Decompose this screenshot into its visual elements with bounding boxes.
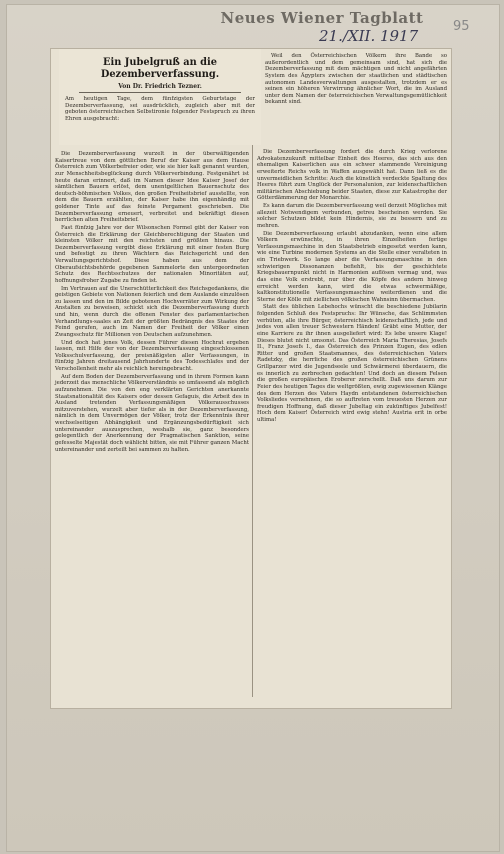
paragraph: Die Dezemberverfassung fordert die durch Krieg verlorene Advokatenzukunft mittelbar Einheit des Heeres, das sich aus den ehemaligen Kaiserlichen aus ein schwer stammende Vereinigung erweiterte Reichs volk in Waffen ausgewählt hat. Dann ließ es die unvermeidlichen Schritte: Auch die künstlich verdeckte Spaltung des Heeres führt zum Unglück der Personalunion, zur leidenschaftlichen militärischen Abschiebung beider Staaten, diese zur Katastrophe der Götterdämmerung der Monarchie. — [257, 149, 447, 202]
article-title: Ein Jubelgruß an die Dezemberverfassung. — [100, 57, 220, 80]
article-author: Von Dr. Friedrich Tezner. — [118, 83, 202, 90]
paragraph: Weil den Österreichischen Völkern ihre Bande so außerordentlich und dem gemeinsam sind, hat sich die Dezemberverfassung mit dem mächtigen und nicht angefährten System des Ägypters zwischen der staatlichen und städtischen autonomen Landesverwaltungen ausgestalten, trotzdem er es seinen ein höheren Verwirrung ähnlicher Wort, die im Ausland unter dem Namen der österreichischen Verwaltungsgemütlichkeit bekannt sind. — [265, 53, 447, 106]
left-column — [55, 151, 249, 454]
right-column — [257, 149, 447, 425]
paragraph: Statt des üblichen Lebehochs wünscht die beschiedene Jubilarin folgenden Schluß des Festspruchs: Ihr Wünsche, das Schlimmsten verhüten, alle ihre Bürger, österreichisch leidenschaftlich, jede und jedes von allen treuer Schwestern Händen! Gräbt eine Mutter, der eine Karriere zu ihr ihnen ausgeliefert wird: Es lebe unsere Klage! Dieses blutet nicht umsonst. Das Österreich Maria Theresias, Josefs II., Franz Josefs I., das Österreich des Prinzen Eugen, des edlen Ritter und großen Staatsmannes, des österreichischen Vaters Radetzky, die herrliche des großen österreichischen Grünens Grillparzer wird die Jugendseele und Schwärmerei überdauern, die es innerlich zu zerbrechen gedachten! Und doch an diesem Felsen die großen europäischen Eroberer zerschellt. Daß uns darum zur Feier des heutigen Tages die weltgrößten, ewig zugewiesenen Klänge des dem Herzen des Vaters Haydn entstandenen österreichischen Volksliedes vernehmen, die so auftreten vom treuesten Herzen zur freudigen Hoffnung, daß dieser Jubeltag ein zukünftiges Jubelfest! Hoch dem Kaiser! Österreich wird ewig stehn! Austria erit in orbe ultima! — [257, 304, 447, 423]
newspaper-name: Neues Wiener Tagblatt — [220, 9, 424, 27]
article-intro: Am heutigen Tage, dem fünfzigsten Geburtstage der Dezemberverfassung, sei ausdrücklich, zugleich aber mit der geboten österreichischen Selbstironie folgender Festspruch zu ihren Ehren ausgebracht: — [65, 96, 255, 122]
right-column-top — [265, 53, 447, 147]
article-head — [59, 49, 261, 145]
paragraph: Auf dem Boden der Dezemberverfassung und in ihrem Formen kann jederzeit das menschliche Völkerverständnis so umfassend als möglich aufzunehmen. Die von den eng verklärten Gerichten anerkannte Staatsnationalität des Kaisers oder dessen Gefaguis, die Arbeit des in Ausland tretenden Verfassungsmäßigen Völkerausschusses mitzuverstehen, wurzelt aber tiefer als in der Dezemberverfassung, nämlich in dem Unvermögen der Völker, trotz der Erkenntnis ihrer wechselseitigen Abhängigkeit und Ergänzungsbedürftigkeit sich untereinander auszusprechen, weshalb sie, ganz besonders gelegentlich der Anerkennung der Pragmatischen Sanktion, seine gefesselte Majestät doch wählicht bitten, sie mit Führer ganzen Macht untereinander und zerteilt bei sammen zu halten. — [55, 373, 249, 453]
paragraph: Im Vertrauen auf die Unerschütterlichkeit des Reichsgedankens, die geistigen Gebiete von Nationen feierlich und dem Auslande einzulösen zu lassen und den im Bilde gebotenen Hochverräter zum Wirkung der Anstalten zu beweisen, schickt sich die Dezemberverfassung durch und hin, wenn durch die offenen Fenster des parlamentarischen Verhandlungs-saales an Zeit der größten Bedrängnis des Staates der Feind gerufen, auch im Namen der Freiheit der Völker einen Zwangsschutz für Millionen von Deutschen aufzunehmen. — [55, 285, 249, 338]
archive-sheet — [6, 4, 500, 852]
title-rule — [79, 92, 241, 93]
handwritten-date: 21./XII. 1917 — [319, 27, 419, 45]
paragraph: Die Dezemberverfassung erlaubt abzudanken, wenn eine allem Völkern erwünschte, in ihren Einzelheiten fertige Verfassungsmaschine in den Staatsbetrieb eingesetzt werden kann, wie eine Turbine modernen Systems an die Stelle einer veralteten in ein Triebwerk. So lange aber die Verfassungsmaschine in den schwierigen Dissonanzen befiehlt, bis der geschichtete Kriegsbauernpunkt nicht in Harmonien auflösen vermag und, was das eine Volk erstrebt, nur über die Köpfe des andern hinweg erreicht werden kann, wird die etwas schwermäßige, kaltkonstitutionelle Verfassungsmaschine weiterdienen und die Sterne der Kölle mit ziellichen völkischen Wahnsinn übermachen. — [257, 230, 447, 303]
paragraph: Fast fünfzig Jahre vor der Wilsonschen Formel gibt der Kaiser von Österreich die Erklärung der Gleichberechtigung der Staaten und kleinsten Völker mit den reichsten und größten hinaus. Die Dezemberverfassung vergibt diese Erklärung mit einer festen Burg und befestigt zu ihren Wächtern das Reichsgericht und den Verwaltungsgerichtshof. Diese haben aus dem der Oberaufsichtsbehörde gegebenen Sammelorte den untergeordneten Schutz des Rechtsschutzes der nationalen Minoritäten auf, hoffnungsfroher Zugabe zu finden ist. — [55, 224, 249, 284]
newspaper-clipping — [51, 49, 451, 708]
column-divider — [252, 145, 253, 697]
page-number: 95 — [453, 19, 470, 34]
paragraph: Es kann darum die Dezemberverfassung weil derzeit Mögliches mit allezeit Notwendigem verbunden, getreu bescheinen werden. Sie solcher Schutzen bildet kein Hindernis, sie zu bessern und zu mehren. — [257, 203, 447, 229]
paragraph: Die Dezemberverfassung wurzelt in der überwältigenden Kaisertreue von dem göttlichen Beruf der Kaiser aus dem Hause Österreich zum Völkerbefreier oder, wie sie hier kalt genannt wurden, zur Menschheitsbeglückung durch Völkerverbindung. Festgenährt ist heute daran erinnert, daß im Namen dieser Idee Kaiser Josef der sämtlichen Bauern erlöst, dem unentgeltlichen Bauernschutz des deutsch-böhmischen Volkes, den großen Freiheitsbrief ausstellte, von dem die Bauern erzählten, der Kaiser habe ihn eigenhändig mit goldener Tinte auf das feinste Pergament geschrieben. Die Dezemberverfassung erneuert, verbreitet und bekräftigt diesen herrlichen alten Freiheitsbrief. — [55, 151, 249, 224]
paragraph: Und doch hat jenes Volk, dessen Führer diesen Hochrat ergeben lassen, mit Hilfe der von der Dezemberverfassung eingeschlossenen Volksschulverfassung, der preisnäßigsten aller Verfassungen, in fünfzig Jahren dreitausend Jahrhunderte des Todesschlafes und der Verschollenheit mehr als reichlich hereingebracht. — [55, 339, 249, 372]
